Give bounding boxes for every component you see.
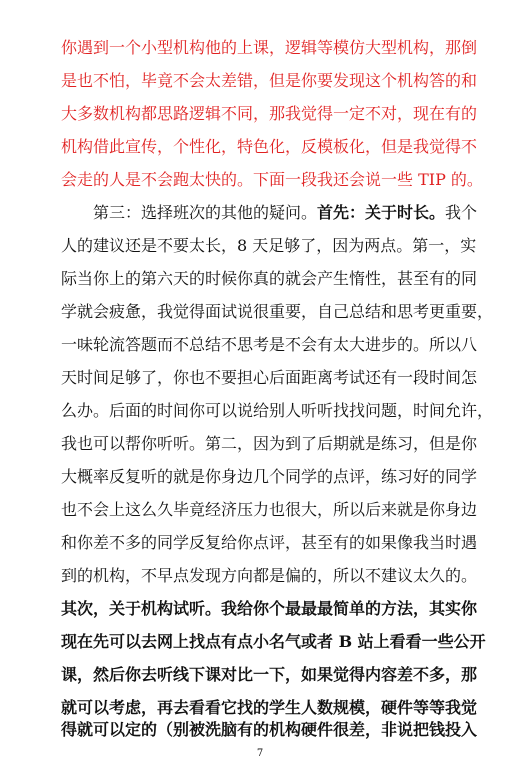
paragraph-2-line: 学就会疲惫，我觉得面试说很重要，自己总结和思考更重要， (61, 302, 494, 321)
paragraph-2-line: 和你差不多的同学反复给你点评，甚至有的如果像我当时遇 (61, 533, 478, 552)
paragraph-3-line: 现在先可以去网上找点有点小名气或者 B 站上看看一些公开 (61, 632, 486, 651)
paragraph-2-line: 我也可以帮你听听。第二，因为到了后期就是练习，但是你 (61, 434, 478, 453)
paragraph-2-line: 大概率反复听的就是你身边几个同学的点评，练习好的同学 (61, 467, 478, 486)
page-number: 7 (256, 748, 264, 759)
paragraph-2-line: 天时间足够了，你也不要担心后面距离考试还有一段时间怎 (61, 368, 478, 387)
subheading-duration: 首先：关于时长。 (317, 203, 446, 222)
paragraph-2-line: 人的建议还是不要太长，8 天足够了，因为两点。第一，实 (61, 236, 477, 255)
paragraph-2-line: 一味轮流答题而不总结不思考是不会有太大进步的。所以八 (61, 335, 478, 354)
paragraph-2-first-line (93, 203, 478, 223)
paragraph-1-line: 机构借此宣传，个性化，特色化，反模板化，但是我觉得不 (61, 137, 478, 156)
paragraph-1-line: 会走的人是不会跑太快的。下面一段我还会说一些 TIP 的。 (61, 170, 483, 189)
paragraph-2-line: 也不会上这么久毕竟经济压力也很大，所以后来就是你身边 (61, 500, 478, 519)
paragraph-1-line: 你遇到一个小型机构他的上课，逻辑等模仿大型机构，那倒 (61, 38, 478, 57)
paragraph-3-line: 其次，关于机构试听。我给你个最最最简单的方法，其实你 (61, 599, 478, 618)
paragraph-2-line: 到的机构，不早点发现方向都是偏的，所以不建议太久的。 (61, 566, 478, 585)
paragraph-3-line: 得就可以定的（别被洗脑有的机构硬件很差，非说把钱投入 (61, 720, 478, 739)
section-heading: 第三：选择班次的其他的疑问。 (93, 203, 318, 222)
paragraph-1-line: 是也不怕，毕竟不会太差错，但是你要发现这个机构答的和 (61, 71, 478, 90)
paragraph-2-first-tail: 我个 (445, 203, 478, 222)
paragraph-3-line: 课，然后你去听线下课对比一下，如果觉得内容差不多，那 (61, 665, 478, 684)
paragraph-2-line: 么办。后面的时间你可以说给别人听听找找问题，时间允许， (61, 401, 494, 420)
paragraph-1-line: 大多数机构都思路逻辑不同，那我觉得一定不对，现在有的 (61, 104, 478, 123)
paragraph-2-line: 际当你上的第六天的时候你真的就会产生惰性，甚至有的同 (61, 269, 478, 288)
paragraph-3-line: 就可以考虑，再去看看它找的学生人数规模，硬件等等我觉 (61, 698, 478, 717)
